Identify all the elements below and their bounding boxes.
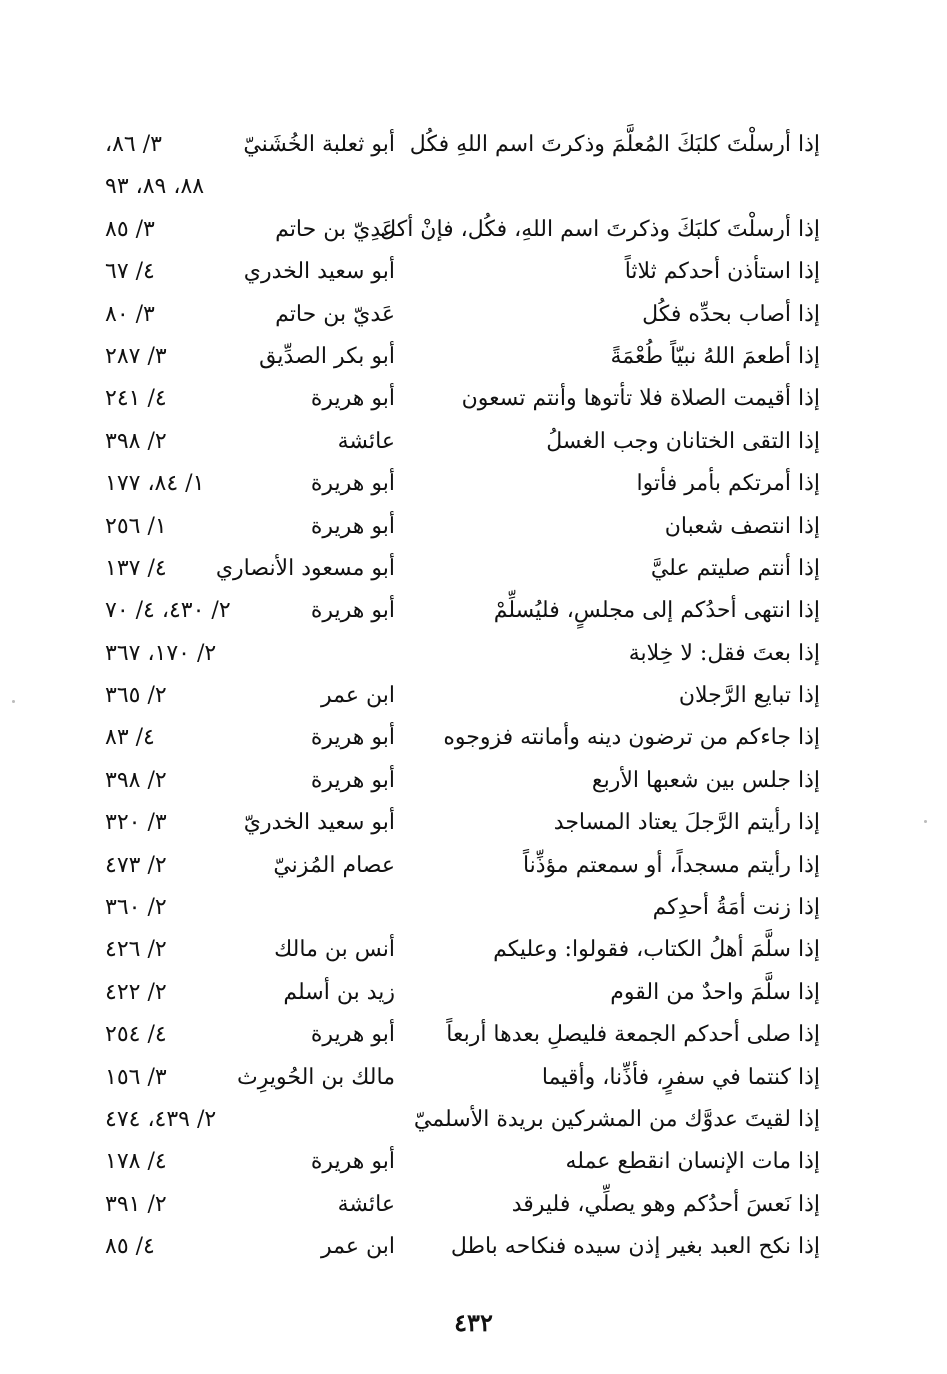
volume-page-ref: ٣/ ٨٥ — [105, 216, 155, 242]
hadith-text: إذا أرسلْتَ كلبَكَ المُعلَّمَ وذكرتَ اسم اللهِ فكُل — [409, 132, 820, 157]
volume-page-ref: ٤/ ١٧٨ — [105, 1149, 167, 1175]
hadith-text: إذا نَعسَ أحدُكم وهو يصلِّي، فليرقد — [511, 1191, 820, 1217]
volume-page-ref: ٢/ ٤٢٦ — [105, 937, 167, 963]
hadith-text: إذا لقيتَ عدوَّك من المشركين بريدة الأسلميّ — [413, 1106, 820, 1132]
hadith-text: إذا مات الإنسان انقطع عمله — [565, 1149, 820, 1175]
volume-page-ref: ٢/ ٤٣٩، ٤٧٤ — [105, 1106, 217, 1132]
volume-page-ref: ٢/ ٣٦٥ — [105, 683, 167, 709]
volume-page-ref: ٢/ ٤٢٢ — [105, 979, 167, 1005]
hadith-text: إذا أقيمت الصلاة فلا تأتوها وأنتم تسعون — [461, 386, 820, 412]
hadith-text: إذا التقى الختانان وجب الغسلُ — [546, 428, 820, 454]
index-row — [105, 464, 820, 506]
index-row — [105, 761, 820, 803]
narrator-name: زيد بن أسلم — [283, 979, 395, 1005]
index-row — [105, 125, 820, 167]
index-row — [105, 1015, 820, 1057]
volume-page-ref: ٤/ ٢٤١ — [105, 386, 167, 412]
narrator-name: أبو بكر الصدِّيق — [259, 343, 395, 369]
index-row — [105, 846, 820, 888]
hadith-text: إذا بعتَ فقل: لا خِلابة — [628, 640, 820, 666]
index-row — [105, 252, 820, 294]
index-row — [105, 1100, 820, 1142]
index-row — [105, 422, 820, 464]
narrator-name: عائشة — [337, 1191, 395, 1217]
index-row — [105, 973, 820, 1015]
index-row — [105, 379, 820, 421]
volume-page-ref: ٣/ ٨٠ — [105, 301, 155, 327]
narrator-name: أبو هريرة — [310, 471, 395, 497]
narrator-name: ابن عمر — [321, 1234, 395, 1260]
hadith-text: إذا انتصف شعبان — [664, 513, 820, 539]
index-row — [105, 507, 820, 549]
index-row — [105, 888, 820, 930]
narrator-name: أبو سعيد الخدريّ — [243, 810, 395, 836]
scan-speck — [924, 820, 927, 823]
hadith-text: إذا تبايع الرَّجلان — [678, 683, 820, 709]
narrator-name: أبو هريرة — [310, 767, 395, 793]
narrator-name: أبو مسعود الأنصاري — [215, 555, 395, 581]
hadith-text: إذا نكح العبد بغير إذن سيده فنكاحه باطل — [450, 1234, 820, 1260]
volume-page-ref: ٢/ ٣٩٨ — [105, 767, 167, 793]
index-row — [105, 718, 820, 760]
index-row — [105, 337, 820, 379]
index-row — [105, 676, 820, 718]
volume-page-ref: ٣/ ١٥٦ — [105, 1064, 167, 1090]
hadith-text: إذا سلَّمَ واحدٌ من القوم — [610, 979, 820, 1005]
narrator-name: عَدِيّ بن حاتم — [275, 216, 395, 242]
hadith-text: إذا أنتم صليتم عليَّ — [650, 555, 820, 581]
hadith-text: إذا أطعمَ اللهُ نبيّاً طُعْمَةً — [610, 343, 820, 369]
hadith-index-list — [105, 125, 820, 1270]
narrator-name: أبو هريرة — [310, 513, 395, 539]
volume-page-ref: ٣/ ٣٢٠ — [105, 810, 167, 836]
hadith-text: إذا أمرتكم بأمر فأتوا — [636, 471, 820, 497]
narrator-name: مالك بن الحُويرِث — [237, 1064, 395, 1090]
volume-page-ref: ٢/ ٣٩٨ — [105, 428, 167, 454]
volume-page-ref: ٢/ ٤٧٣ — [105, 852, 167, 878]
narrator-name: عصام المُزنيّ — [273, 852, 395, 878]
volume-page-ref: ٤/ ٨٣ — [105, 725, 155, 751]
volume-page-ref: ١/ ٢٥٦ — [105, 513, 167, 539]
volume-page-ref: ٢/ ٣٦٠ — [105, 895, 167, 921]
index-row — [105, 210, 820, 252]
index-row — [105, 930, 820, 972]
page-number: ٤٣٢ — [454, 1308, 493, 1337]
hadith-text: إذا صلى أحدكم الجمعة فليصلِ بعدها أربعاً — [446, 1022, 820, 1048]
volume-page-ref: ٤/ ٢٥٤ — [105, 1022, 167, 1048]
volume-page-ref: ٣/ ٨٦، — [105, 132, 162, 157]
volume-page-ref: ٢/ ١٧٠، ٣٦٧ — [105, 640, 217, 666]
hadith-text: إذا أصاب بحدِّه فكُل — [642, 301, 820, 327]
index-row — [105, 1185, 820, 1227]
narrator-name: أبو هريرة — [310, 725, 395, 751]
volume-page-ref: ٢/ ٤٣٠، ٤/ ٧٠ — [105, 598, 231, 624]
index-row — [105, 1142, 820, 1184]
index-row — [105, 803, 820, 845]
narrator-name: أنس بن مالك — [274, 937, 395, 963]
narrator-name: أبو هريرة — [310, 1022, 395, 1048]
volume-page-ref: ٨٨، ٨٩، ٩٣ — [105, 174, 205, 200]
index-row — [105, 295, 820, 337]
index-row — [105, 549, 820, 591]
volume-page-ref: ٤/ ٨٥ — [105, 1234, 155, 1260]
volume-page-ref: ٣/ ٢٨٧ — [105, 343, 167, 369]
index-row — [105, 167, 820, 209]
hadith-text: إذا استأذن أحدكم ثلاثاً — [624, 259, 820, 285]
index-row — [105, 1058, 820, 1100]
scan-speck — [12, 700, 15, 703]
index-row — [105, 1227, 820, 1269]
hadith-text: إذا كنتما في سفرٍ، فأذِّنا، وأقيما — [541, 1064, 820, 1090]
hadith-text: إذا أرسلْتَ كلبَكَ وذكرتَ اسم اللهِ، فكُل، فإنْ أكل — [380, 216, 820, 242]
narrator-name: عائشة — [337, 428, 395, 454]
narrator-name: أبو هريرة — [310, 598, 395, 624]
narrator-name: أبو هريرة — [310, 386, 395, 412]
narrator-name: أبو هريرة — [310, 1149, 395, 1175]
hadith-text: إذا سلَّمَ أهلُ الكتاب، فقولوا: وعليكم — [493, 937, 820, 963]
hadith-text: إذا جاءكم من ترضون دينه وأمانته فزوجوه — [443, 725, 820, 751]
hadith-text: إذا جلس بين شعبها الأربع — [591, 767, 820, 793]
narrator-name: عَديّ بن حاتم — [275, 301, 395, 327]
volume-page-ref: ٤/ ٦٧ — [105, 259, 155, 285]
narrator-name: أبو ثعلبة الخُشَنيّ — [243, 132, 395, 157]
narrator-name: ابن عمر — [321, 683, 395, 709]
volume-page-ref: ٢/ ٣٩١ — [105, 1191, 167, 1217]
narrator-name: أبو سعيد الخدري — [243, 259, 395, 285]
volume-page-ref: ٤/ ١٣٧ — [105, 555, 167, 581]
index-row — [105, 634, 820, 676]
index-row — [105, 591, 820, 633]
hadith-text: إذا زنت أمَةُ أحدِكم — [652, 895, 820, 921]
volume-page-ref: ١/ ٨٤، ١٧٧ — [105, 471, 205, 497]
hadith-text: إذا انتهى أحدُكم إلى مجلسٍ، فليُسلِّمْ — [493, 598, 820, 624]
hadith-text: إذا رأيتم مسجداً، أو سمعتم مؤذِّناً — [522, 852, 820, 878]
hadith-text: إذا رأيتم الرَّجلَ يعتاد المساجد — [553, 810, 820, 836]
